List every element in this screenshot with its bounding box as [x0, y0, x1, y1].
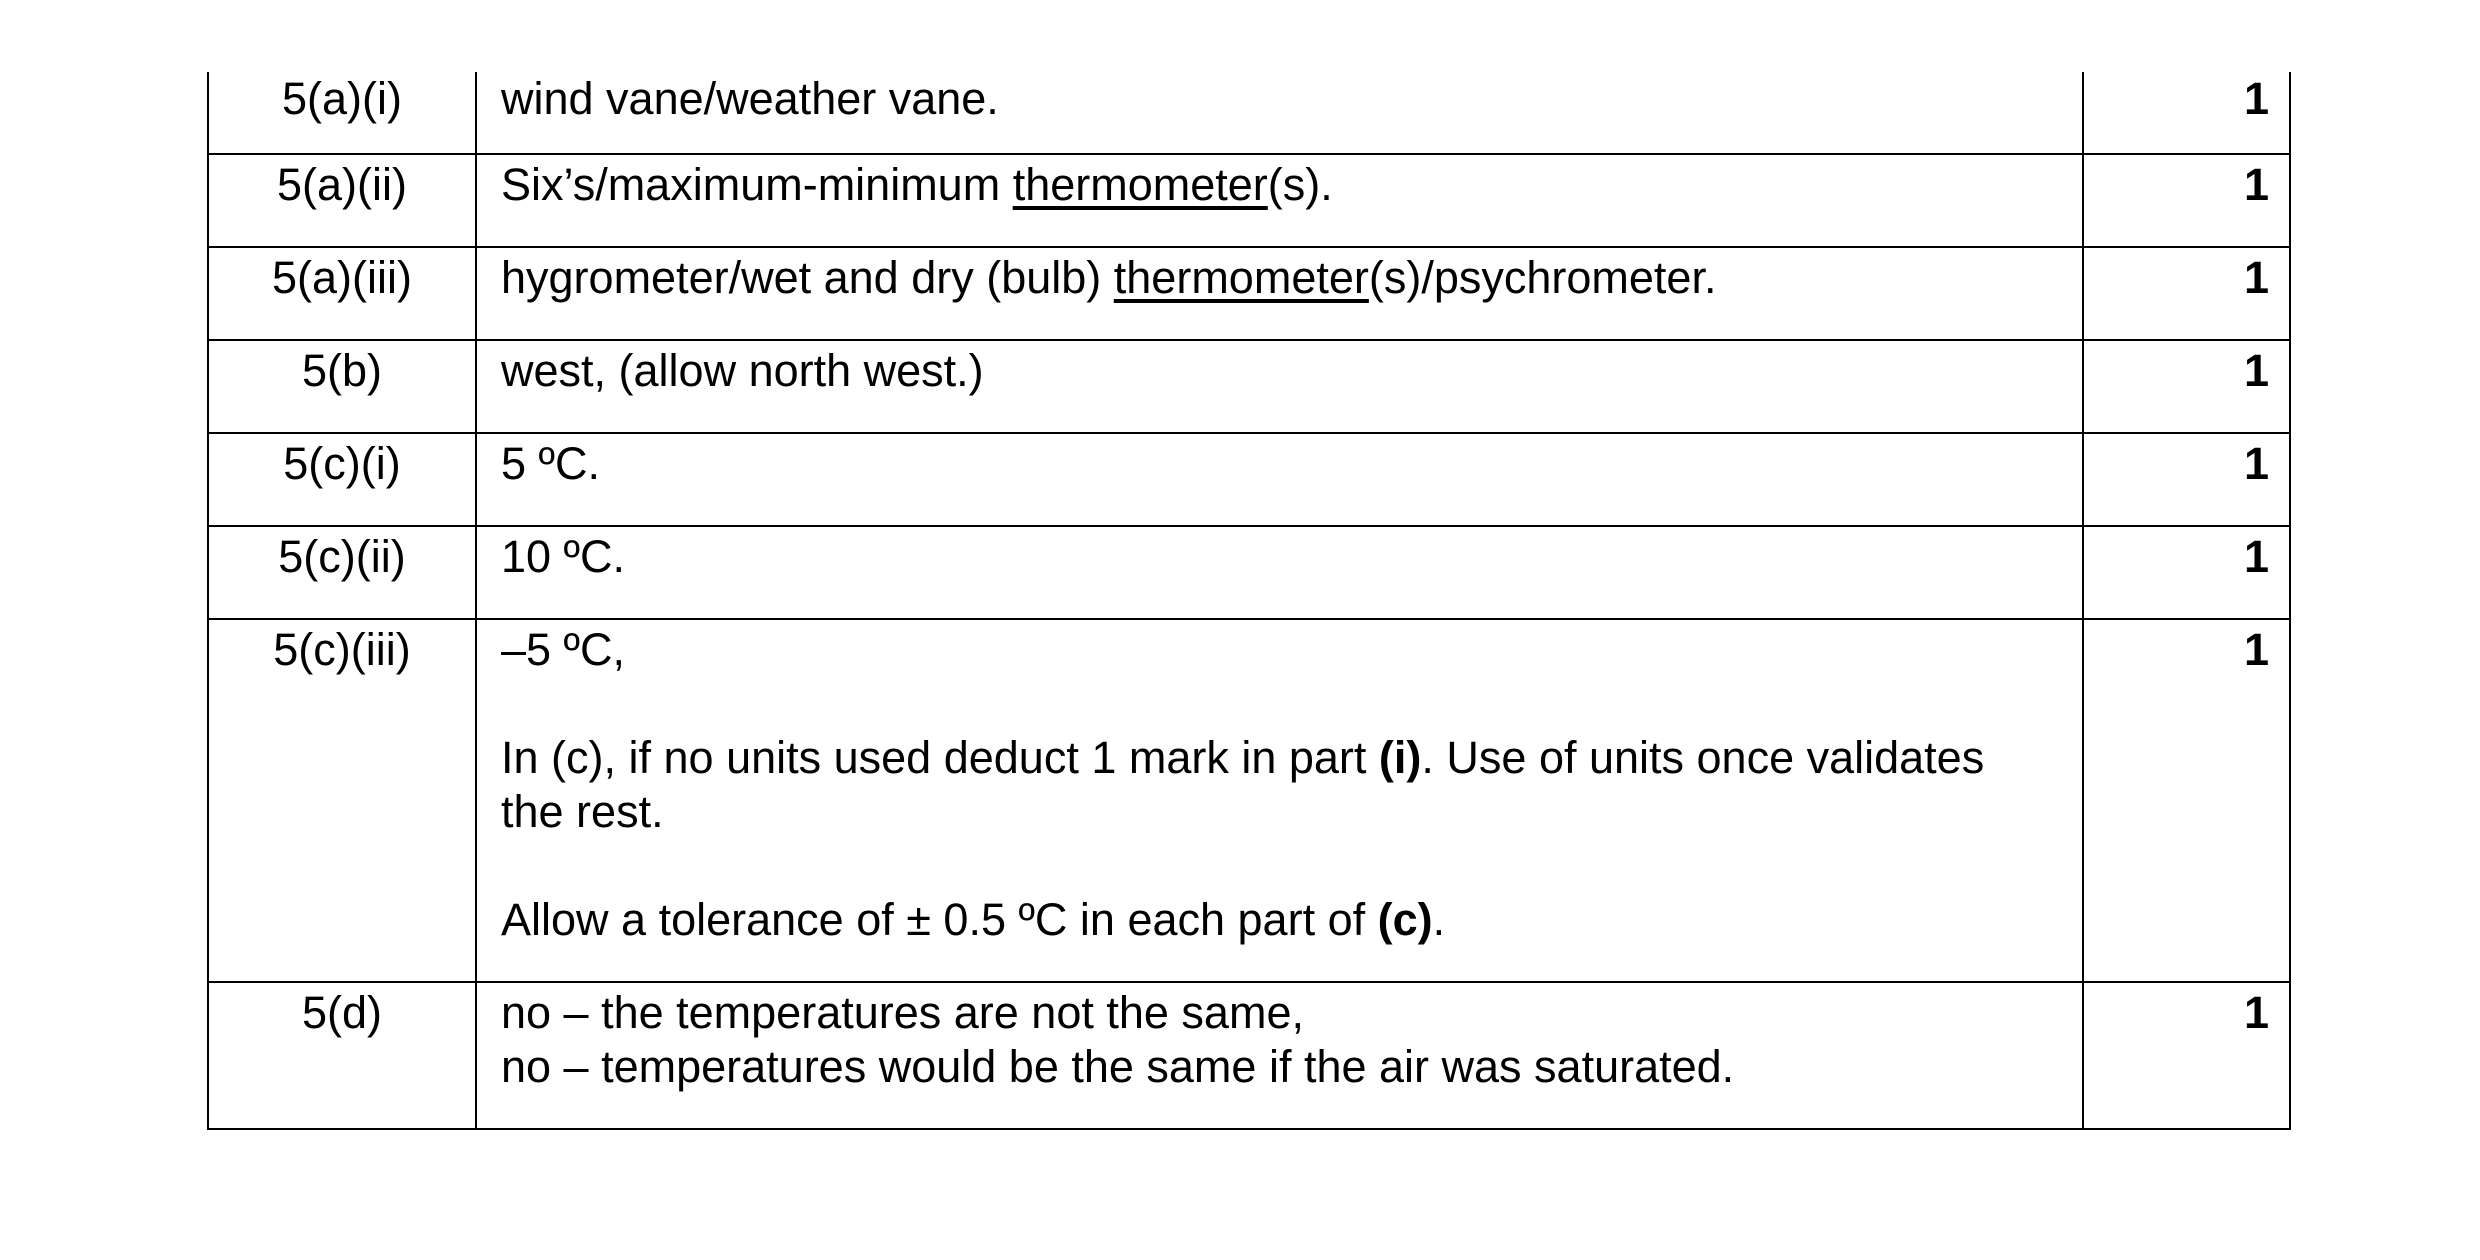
- answer-text: hygrometer/wet and dry (bulb): [501, 252, 1114, 303]
- table-row: [208, 247, 2290, 340]
- marks: 1: [2083, 982, 2290, 1129]
- table-row: [208, 433, 2290, 526]
- table-row: [208, 72, 2290, 154]
- mark-scheme-table: [207, 72, 2291, 1130]
- table-row: [208, 154, 2290, 247]
- answer-paragraph: [501, 623, 2058, 677]
- answer-text: 5 ºC.: [501, 438, 600, 489]
- answer-cell: [476, 72, 2083, 154]
- mark-scheme-body: [208, 72, 2290, 1129]
- answer-text: In (c), if no units used deduct 1 mark in part: [501, 732, 1379, 783]
- table-row: [208, 526, 2290, 619]
- answer-line: [501, 986, 2058, 1040]
- answer-text: .: [1432, 894, 1446, 945]
- answer-text: wind vane/weather vane.: [501, 73, 999, 124]
- answer-paragraph: [501, 731, 2058, 839]
- answer-cell: [476, 247, 2083, 340]
- answer-cell: [476, 433, 2083, 526]
- answer-line: [501, 1040, 2058, 1094]
- answer-cell: [476, 982, 2083, 1129]
- answer-text: . Use of units once validates the rest.: [501, 732, 1985, 837]
- marks: 1: [2083, 154, 2290, 247]
- question-number: 5(a)(i): [208, 72, 476, 154]
- answer-text: Six’s/maximum-minimum: [501, 159, 1013, 210]
- answer-text: no – the temperatures are not the same,: [501, 987, 1304, 1038]
- answer-cell: [476, 154, 2083, 247]
- answer-text: (i): [1378, 732, 1422, 783]
- answer-cell: [476, 526, 2083, 619]
- answer-text: thermometer: [1113, 252, 1369, 303]
- answer-paragraph: [501, 893, 2058, 947]
- answer-cell: [476, 340, 2083, 433]
- table-row: [208, 340, 2290, 433]
- answer-text: west, (allow north west.): [501, 345, 984, 396]
- answer-cell: [476, 619, 2083, 982]
- answer-text: (s)/psychrometer.: [1368, 252, 1717, 303]
- answer-text: no – temperatures would be the same if the air was saturated.: [501, 1041, 1735, 1092]
- question-number: 5(c)(iii): [208, 619, 476, 982]
- answer-text: 10 ºC.: [501, 531, 625, 582]
- answer-paragraph: [501, 158, 2058, 212]
- question-number: 5(b): [208, 340, 476, 433]
- answer-paragraph: [501, 344, 2058, 398]
- answer-text: Allow a tolerance of ± 0.5 ºC in each part of: [501, 894, 1378, 945]
- answer-paragraph: [501, 437, 2058, 491]
- marks: 1: [2083, 619, 2290, 982]
- question-number: 5(a)(ii): [208, 154, 476, 247]
- answer-text: (s).: [1267, 159, 1333, 210]
- answer-text: (c): [1377, 894, 1433, 945]
- question-number: 5(c)(ii): [208, 526, 476, 619]
- marks: 1: [2083, 340, 2290, 433]
- answer-paragraph: [501, 251, 2058, 305]
- answer-paragraph: [501, 530, 2058, 584]
- question-number: 5(a)(iii): [208, 247, 476, 340]
- marks: 1: [2083, 72, 2290, 154]
- answer-text: thermometer: [1012, 159, 1268, 210]
- question-number: 5(d): [208, 982, 476, 1129]
- answer-text: –5 ºC,: [501, 624, 625, 675]
- question-number: 5(c)(i): [208, 433, 476, 526]
- marks: 1: [2083, 433, 2290, 526]
- table-row: [208, 619, 2290, 982]
- table-row: [208, 982, 2290, 1129]
- marks: 1: [2083, 526, 2290, 619]
- answer-paragraph: [501, 72, 2058, 126]
- marks: 1: [2083, 247, 2290, 340]
